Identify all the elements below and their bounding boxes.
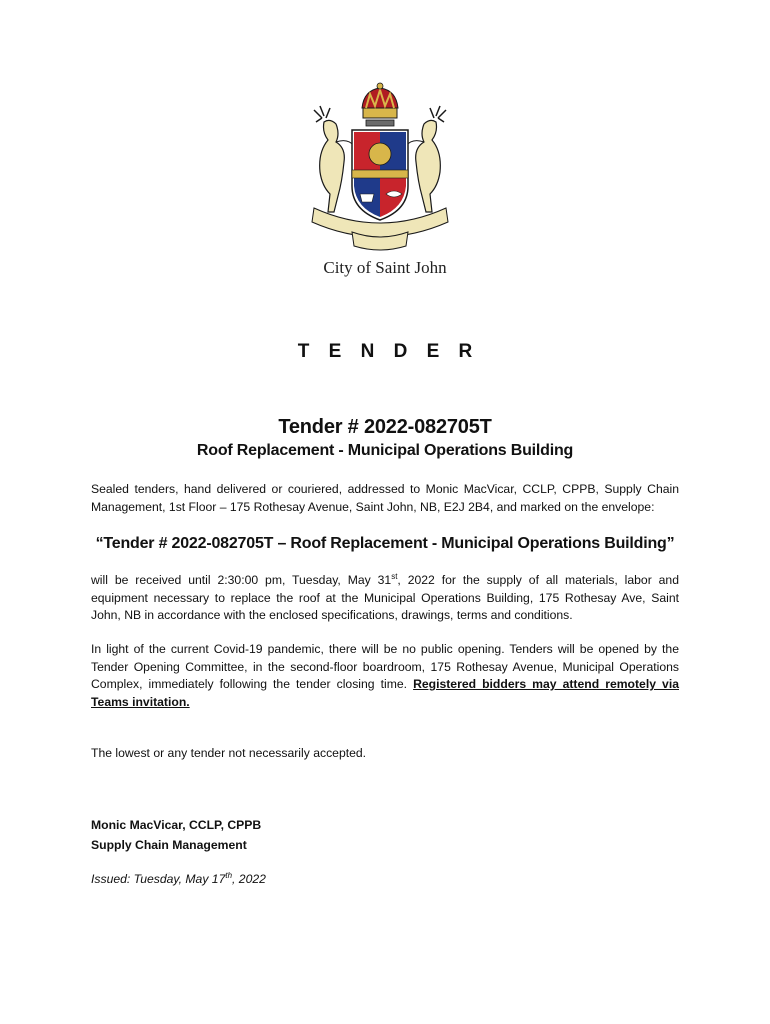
covid-paragraph: [91, 641, 679, 711]
signature-block: [91, 815, 261, 855]
deadline-ordinal: st: [391, 571, 398, 581]
deadline-suffix: , 2022 for the supply of all materials, labor and equipment necessary to replace the roof at the Municipal Operations Building, 175 Rothesay Ave, Saint John, NB in accordance with the enclosed specifications, drawings, terms and conditions.: [91, 573, 679, 622]
remote-attendance-note: Registered bidders may attend remotely via Teams invitation.: [91, 677, 679, 709]
shield-icon: [352, 130, 408, 220]
deadline-paragraph: [91, 572, 679, 625]
signer-department: Supply Chain Management: [91, 838, 247, 852]
tender-number: Tender # 2022-082705T: [278, 416, 492, 438]
disclaimer: The lowest or any tender not necessarily accepted.: [91, 746, 367, 760]
city-crest-logo: [300, 82, 460, 254]
city-name: City of Saint John: [323, 258, 447, 277]
right-stag-icon: [406, 106, 446, 212]
left-stag-icon: [314, 106, 354, 212]
document-heading: T E N D E R: [297, 341, 480, 362]
envelope-label: “Tender # 2022-082705T – Roof Replacement - Municipal Operations Building”: [95, 535, 675, 552]
deadline-prefix: will be received until 2:30:00 pm, Tuesday, May 31: [91, 573, 392, 587]
covid-text: In light of the current Covid-19 pandemic, there will be no public opening. Tenders will be opened by the Tender Opening Committee, in the second-floor boardroom, 175 Rothesay Avenue, Municipal Operations Complex, immediately following the tender closing time.: [91, 642, 679, 691]
crown-icon: [362, 83, 398, 126]
issued-ordinal: th: [225, 870, 233, 880]
project-title: Roof Replacement - Municipal Operations Building: [196, 442, 574, 459]
signer-name: Monic MacVicar, CCLP, CPPB: [91, 818, 262, 832]
issued-suffix: , 2022: [232, 872, 266, 886]
intro-paragraph: Sealed tenders, hand delivered or couriered, addressed to Monic MacVicar, CCLP, CPPB, Supply Chain Management, 1st Floor – 175 Rothesay Avenue, Saint John, NB, E2J 2B4, and marked on the envelope:: [91, 482, 679, 514]
issued-prefix: Issued: Tuesday, May 17: [91, 872, 226, 886]
issued-date: [91, 872, 266, 886]
